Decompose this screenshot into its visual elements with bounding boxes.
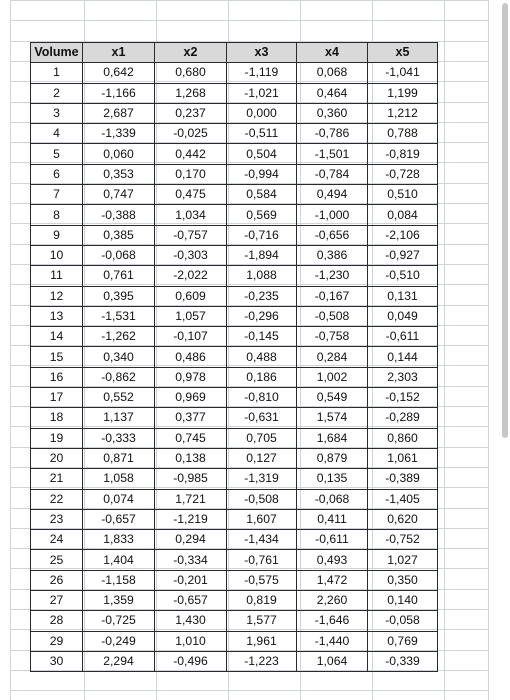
cell-x4[interactable]: 0,360 [297,103,368,123]
cell-x3[interactable]: 1,577 [227,611,297,631]
cell-x4[interactable]: -1,230 [297,266,368,286]
cell-x5[interactable]: 0,769 [368,631,438,651]
cell-x1[interactable]: -1,339 [83,124,155,144]
cell-x2[interactable]: -0,334 [155,550,227,570]
cell-x4[interactable]: 0,493 [297,550,368,570]
cell-x1[interactable]: 0,340 [83,347,155,367]
cell-volume[interactable]: 21 [31,469,83,489]
cell-x3[interactable]: 0,186 [227,367,297,387]
header-x3[interactable]: x3 [227,43,297,63]
cell-x5[interactable]: -0,058 [368,611,438,631]
table-row [31,428,438,448]
cell-x1[interactable]: 2,294 [83,651,155,671]
cell-x3[interactable]: -1,434 [227,530,297,550]
cell-x5[interactable]: -0,752 [368,530,438,550]
cell-x3[interactable]: 0,504 [227,144,297,164]
cell-x1[interactable]: 0,353 [83,164,155,184]
table-row [31,347,438,367]
cell-x2[interactable]: 0,978 [155,367,227,387]
cell-x4[interactable]: 0,135 [297,469,368,489]
cell-x5[interactable]: -1,405 [368,489,438,509]
cell-x4[interactable]: 1,574 [297,408,368,428]
cell-x3[interactable]: -1,223 [227,651,297,671]
cell-x3[interactable]: 1,607 [227,509,297,529]
cell-x5[interactable]: -0,152 [368,388,438,408]
cell-x3[interactable]: 1,088 [227,266,297,286]
cell-x4[interactable]: -1,501 [297,144,368,164]
cell-x2[interactable]: -0,025 [155,124,227,144]
cell-x2[interactable]: -1,219 [155,509,227,529]
cell-x3[interactable]: -1,894 [227,245,297,265]
gridline-vertical [444,0,445,700]
cell-volume[interactable]: 9 [31,225,83,245]
cell-x3[interactable]: 0,127 [227,448,297,468]
cell-x1[interactable]: 0,385 [83,225,155,245]
table-row [31,225,438,245]
cell-x1[interactable]: -0,388 [83,205,155,225]
cell-volume[interactable]: 23 [31,509,83,529]
table-row [31,448,438,468]
table-row [31,408,438,428]
cell-x3[interactable]: -1,119 [227,63,297,83]
cell-x2[interactable]: 0,138 [155,448,227,468]
cell-x4[interactable]: -0,068 [297,489,368,509]
cell-x3[interactable]: 0,705 [227,428,297,448]
cell-x5[interactable]: -0,819 [368,144,438,164]
cell-x2[interactable]: -0,201 [155,570,227,590]
cell-x4[interactable]: -0,786 [297,124,368,144]
cell-x2[interactable]: -0,757 [155,225,227,245]
cell-x2[interactable]: -0,107 [155,327,227,347]
cell-volume[interactable]: 28 [31,611,83,631]
cell-x4[interactable]: 0,879 [297,448,368,468]
cell-x5[interactable]: 0,510 [368,185,438,205]
cell-x4[interactable]: 0,386 [297,245,368,265]
cell-x5[interactable]: 0,144 [368,347,438,367]
cell-x4[interactable]: -1,000 [297,205,368,225]
cell-x5[interactable]: -0,289 [368,408,438,428]
cell-x1[interactable]: 1,404 [83,550,155,570]
cell-volume[interactable]: 10 [31,245,83,265]
cell-x3[interactable]: -0,235 [227,286,297,306]
table-row [31,306,438,326]
cell-x2[interactable]: -0,496 [155,651,227,671]
cell-x1[interactable]: 2,687 [83,103,155,123]
cell-volume[interactable]: 22 [31,489,83,509]
cell-x5[interactable]: 0,860 [368,428,438,448]
header-x5[interactable]: x5 [368,43,438,63]
data-table [30,42,438,672]
cell-x1[interactable]: -0,725 [83,611,155,631]
cell-x5[interactable]: 0,620 [368,509,438,529]
cell-volume[interactable]: 1 [31,63,83,83]
cell-volume[interactable]: 30 [31,651,83,671]
cell-x1[interactable]: -1,531 [83,306,155,326]
cell-x1[interactable]: 0,552 [83,388,155,408]
cell-volume[interactable]: 24 [31,530,83,550]
cell-x3[interactable]: -1,319 [227,469,297,489]
table-row [31,63,438,83]
cell-volume[interactable]: 20 [31,448,83,468]
cell-x2[interactable]: 1,057 [155,306,227,326]
gridline-vertical [10,0,11,700]
table-row [31,611,438,631]
cell-x2[interactable]: 1,268 [155,83,227,103]
table-row [31,651,438,671]
cell-x4[interactable]: 1,002 [297,367,368,387]
cell-x4[interactable]: -0,758 [297,327,368,347]
table-row [31,550,438,570]
header-x4[interactable]: x4 [297,43,368,63]
table-row [31,489,438,509]
cell-x5[interactable]: 2,303 [368,367,438,387]
cell-x1[interactable]: 1,058 [83,469,155,489]
cell-x4[interactable]: -0,167 [297,286,368,306]
cell-x4[interactable]: 1,064 [297,651,368,671]
cell-x5[interactable]: -0,339 [368,651,438,671]
cell-x2[interactable]: 0,745 [155,428,227,448]
cell-x2[interactable]: 0,170 [155,164,227,184]
cell-x3[interactable]: -0,761 [227,550,297,570]
cell-volume[interactable]: 11 [31,266,83,286]
table-row [31,388,438,408]
cell-volume[interactable]: 3 [31,103,83,123]
cell-volume[interactable]: 16 [31,367,83,387]
cell-volume[interactable]: 26 [31,570,83,590]
cell-volume[interactable]: 2 [31,83,83,103]
cell-x2[interactable]: 1,010 [155,631,227,651]
cell-x3[interactable]: 0,000 [227,103,297,123]
cell-x4[interactable]: 2,260 [297,591,368,611]
cell-x2[interactable]: 0,969 [155,388,227,408]
table-row [31,530,438,550]
cell-volume[interactable]: 27 [31,591,83,611]
cell-x5[interactable]: 0,350 [368,570,438,590]
table-row [31,469,438,489]
cell-x4[interactable]: -0,656 [297,225,368,245]
cell-volume[interactable]: 15 [31,347,83,367]
cell-volume[interactable]: 13 [31,306,83,326]
cell-x1[interactable]: 0,395 [83,286,155,306]
cell-volume[interactable]: 18 [31,408,83,428]
cell-x4[interactable]: -0,784 [297,164,368,184]
table-row [31,164,438,184]
table-row [31,509,438,529]
cell-x4[interactable]: 0,068 [297,63,368,83]
cell-x1[interactable]: -0,068 [83,245,155,265]
cell-x5[interactable]: 0,049 [368,306,438,326]
cell-x3[interactable]: -0,145 [227,327,297,347]
cell-volume[interactable]: 25 [31,550,83,570]
cell-volume[interactable]: 12 [31,286,83,306]
cell-x1[interactable]: 0,761 [83,266,155,286]
cell-x5[interactable]: 0,788 [368,124,438,144]
cell-x5[interactable]: 0,084 [368,205,438,225]
cell-volume[interactable]: 4 [31,124,83,144]
cell-x1[interactable]: 0,871 [83,448,155,468]
cell-x4[interactable]: -1,440 [297,631,368,651]
cell-x3[interactable]: -0,575 [227,570,297,590]
cell-x5[interactable]: 1,027 [368,550,438,570]
cell-x3[interactable]: -0,716 [227,225,297,245]
cell-x3[interactable]: -1,021 [227,83,297,103]
cell-x2[interactable]: 0,377 [155,408,227,428]
cell-x3[interactable]: -0,296 [227,306,297,326]
table-row [31,570,438,590]
cell-x1[interactable]: 1,137 [83,408,155,428]
header-x1[interactable]: x1 [83,43,155,63]
cell-volume[interactable]: 14 [31,327,83,347]
cell-x5[interactable]: -2,106 [368,225,438,245]
cell-x3[interactable]: -0,810 [227,388,297,408]
table-row [31,83,438,103]
table-row [31,367,438,387]
cell-volume[interactable]: 17 [31,388,83,408]
table-row [31,103,438,123]
cell-x4[interactable]: 0,549 [297,388,368,408]
table-row [31,286,438,306]
cell-x1[interactable]: -0,862 [83,367,155,387]
cell-x2[interactable]: 1,721 [155,489,227,509]
cell-volume[interactable]: 5 [31,144,83,164]
cell-x1[interactable]: 1,833 [83,530,155,550]
gridline-horizontal [10,20,488,21]
cell-x4[interactable]: 0,464 [297,83,368,103]
cell-x4[interactable]: 1,684 [297,428,368,448]
cell-x5[interactable]: -0,611 [368,327,438,347]
cell-x4[interactable]: 0,411 [297,509,368,529]
cell-x2[interactable]: -0,303 [155,245,227,265]
cell-volume[interactable]: 29 [31,631,83,651]
header-row [31,43,438,63]
table-row [31,266,438,286]
cell-x1[interactable]: 0,747 [83,185,155,205]
gridline-horizontal [10,690,488,691]
table-row [31,144,438,164]
cell-x4[interactable]: -0,611 [297,530,368,550]
cell-x2[interactable]: 0,475 [155,185,227,205]
cell-x1[interactable]: -0,249 [83,631,155,651]
cell-x1[interactable]: -0,657 [83,509,155,529]
cell-x1[interactable]: -1,262 [83,327,155,347]
cell-x2[interactable]: -2,022 [155,266,227,286]
cell-x2[interactable]: -0,657 [155,591,227,611]
cell-x1[interactable]: 0,060 [83,144,155,164]
cell-x2[interactable]: -0,985 [155,469,227,489]
cell-x4[interactable]: -1,646 [297,611,368,631]
cell-x1[interactable]: 1,359 [83,591,155,611]
cell-volume[interactable]: 6 [31,164,83,184]
cell-x4[interactable]: 0,494 [297,185,368,205]
vertical-scrollbar[interactable] [502,3,508,438]
cell-x5[interactable]: -0,510 [368,266,438,286]
table-row [31,205,438,225]
cell-x1[interactable]: -0,333 [83,428,155,448]
cell-x3[interactable]: 0,569 [227,205,297,225]
gridline-horizontal [10,0,488,1]
table-row [31,591,438,611]
cell-volume[interactable]: 8 [31,205,83,225]
cell-volume[interactable]: 19 [31,428,83,448]
cell-volume[interactable]: 7 [31,185,83,205]
cell-x5[interactable]: -0,389 [368,469,438,489]
cell-x5[interactable]: 1,212 [368,103,438,123]
table-row [31,185,438,205]
cell-x2[interactable]: 0,442 [155,144,227,164]
cell-x5[interactable]: 1,061 [368,448,438,468]
cell-x1[interactable]: -1,166 [83,83,155,103]
cell-x2[interactable]: 0,294 [155,530,227,550]
cell-x2[interactable]: 0,237 [155,103,227,123]
cell-x4[interactable]: 1,472 [297,570,368,590]
cell-x3[interactable]: 1,961 [227,631,297,651]
table-row [31,631,438,651]
cell-x3[interactable]: 0,584 [227,185,297,205]
cell-x2[interactable]: 0,486 [155,347,227,367]
cell-x1[interactable]: 0,642 [83,63,155,83]
table-row [31,327,438,347]
cell-x5[interactable]: 0,131 [368,286,438,306]
cell-x3[interactable]: 0,488 [227,347,297,367]
cell-x5[interactable]: -0,927 [368,245,438,265]
cell-x1[interactable]: 0,074 [83,489,155,509]
cell-x3[interactable]: -0,631 [227,408,297,428]
header-volume[interactable]: Volume [31,43,83,63]
table-row [31,245,438,265]
cell-x3[interactable]: 0,819 [227,591,297,611]
cell-x3[interactable]: -0,508 [227,489,297,509]
cell-x1[interactable]: -1,158 [83,570,155,590]
table-row [31,124,438,144]
header-x2[interactable]: x2 [155,43,227,63]
cell-x5[interactable]: 1,199 [368,83,438,103]
gridline-vertical [488,0,489,700]
cell-x2[interactable]: 1,430 [155,611,227,631]
cell-x2[interactable]: 1,034 [155,205,227,225]
cell-x3[interactable]: -0,511 [227,124,297,144]
cell-x2[interactable]: 0,680 [155,63,227,83]
cell-x2[interactable]: 0,609 [155,286,227,306]
cell-x5[interactable]: -0,728 [368,164,438,184]
cell-x3[interactable]: -0,994 [227,164,297,184]
cell-x5[interactable]: 0,140 [368,591,438,611]
cell-x4[interactable]: -0,508 [297,306,368,326]
cell-x4[interactable]: 0,284 [297,347,368,367]
cell-x5[interactable]: -1,041 [368,63,438,83]
